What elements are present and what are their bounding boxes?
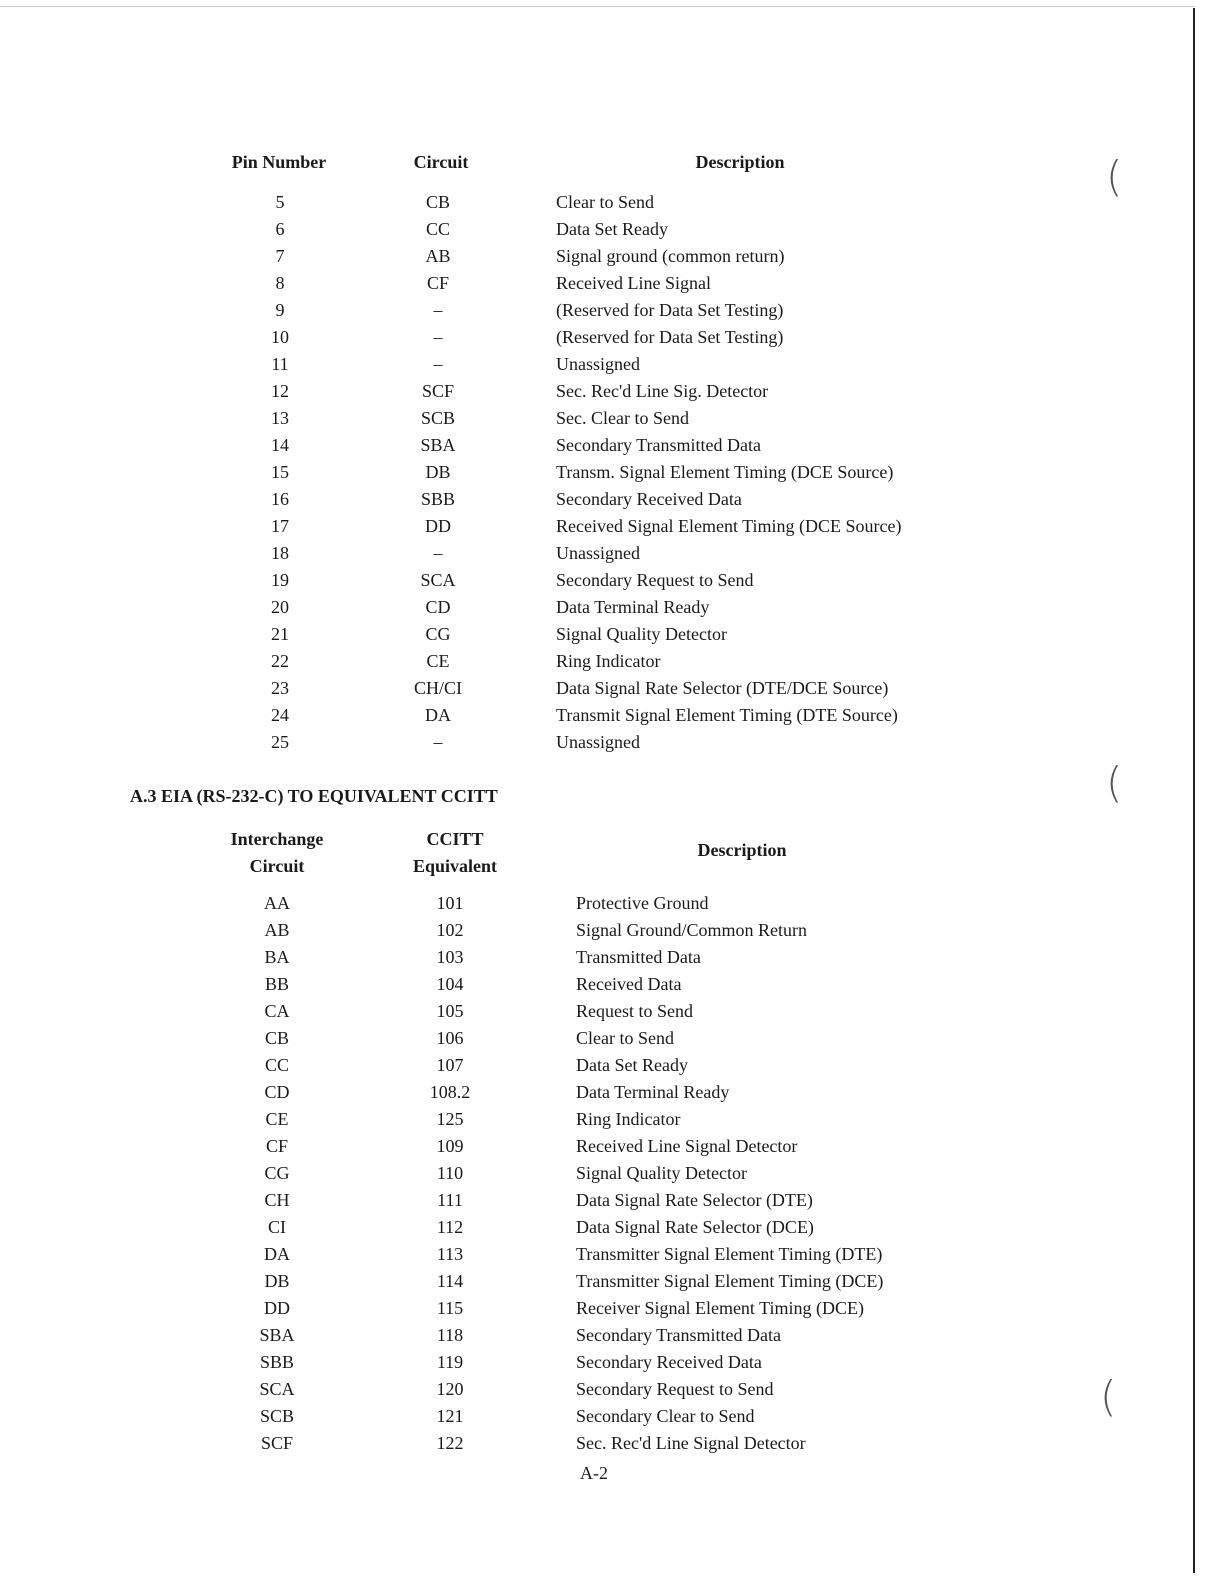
table-cell-col2: 108.2 <box>429 1082 471 1102</box>
table-cell-col2: 104 <box>436 974 464 994</box>
table-cell-col2: CF <box>426 273 450 293</box>
table-cell-col1: CE <box>265 1109 289 1129</box>
table-cell-col1: 22 <box>271 651 289 671</box>
table-cell-description: Transmit Signal Element Timing (DTE Source) <box>556 705 898 725</box>
section-heading: A.3 EIA (RS-232-C) TO EQUIVALENT CCITT <box>130 786 498 806</box>
table-cell-description: Sec. Rec'd Line Signal Detector <box>576 1433 806 1453</box>
table-cell-col1: CG <box>264 1163 290 1183</box>
table-cell-description: Secondary Request to Send <box>576 1379 774 1399</box>
table-cell-col2: DB <box>425 462 451 482</box>
table-cell-description: Unassigned <box>556 354 640 374</box>
table-cell-col1: AB <box>264 920 290 940</box>
table-cell-col2: – <box>433 354 443 374</box>
punch-hole-mark: ( <box>1106 758 1123 807</box>
table-cell-col1: 24 <box>271 705 289 725</box>
table-cell-description: Clear to Send <box>576 1028 674 1048</box>
table-cell-col1: 13 <box>271 408 289 428</box>
header-line: CCITT <box>426 829 484 849</box>
table-cell-col1: SCB <box>259 1406 295 1426</box>
table-cell-col2: 106 <box>436 1028 464 1048</box>
table-cell-col1: 12 <box>271 381 289 401</box>
table-cell-col2: 103 <box>436 947 464 967</box>
table-cell-col2: 115 <box>436 1298 464 1318</box>
table-cell-col2: CE <box>426 651 450 671</box>
table-cell-description: Received Line Signal Detector <box>576 1136 798 1156</box>
table-cell-col2: SCF <box>421 381 455 401</box>
table-cell-description: Data Set Ready <box>576 1055 688 1075</box>
table-cell-col2: AB <box>425 246 451 266</box>
table-cell-col2: SCB <box>420 408 456 428</box>
table-cell-description: Transmitted Data <box>576 947 701 967</box>
punch-hole-mark: ( <box>1100 1372 1117 1421</box>
table-cell-col2: 122 <box>436 1433 464 1453</box>
table-cell-col2: CG <box>425 624 451 644</box>
table-cell-col2: SBB <box>420 489 456 509</box>
table-cell-col1: 15 <box>271 462 289 482</box>
header-ccitt-equivalent <box>413 826 497 880</box>
table-cell-col1: 11 <box>271 354 289 374</box>
table-cell-col1: DB <box>264 1271 290 1291</box>
page-edge-line <box>1193 8 1195 1573</box>
table-cell-col2: 118 <box>436 1325 464 1345</box>
table-cell-col2: 121 <box>436 1406 464 1426</box>
table-cell-description: Secondary Clear to Send <box>576 1406 755 1426</box>
table-cell-description: Received Signal Element Timing (DCE Source) <box>556 516 902 536</box>
table-cell-col2: 101 <box>436 893 464 913</box>
table-cell-description: Secondary Transmitted Data <box>576 1325 781 1345</box>
table-cell-col2: CD <box>425 597 451 617</box>
table-cell-description: Secondary Request to Send <box>556 570 754 590</box>
table-cell-description: Data Signal Rate Selector (DCE) <box>576 1217 814 1237</box>
table-cell-col2: 110 <box>436 1163 464 1183</box>
table-cell-col1: 8 <box>275 273 285 293</box>
header-pin-number: Pin Number <box>231 152 327 172</box>
table-cell-col1: AA <box>264 893 290 913</box>
table-cell-description: Protective Ground <box>576 893 709 913</box>
table-cell-col2: 120 <box>436 1379 464 1399</box>
table-cell-description: Transm. Signal Element Timing (DCE Source) <box>556 462 894 482</box>
table-cell-col1: BB <box>264 974 290 994</box>
table-cell-col1: SCA <box>259 1379 295 1399</box>
table-cell-col1: 10 <box>271 327 289 347</box>
table-cell-description: Signal Ground/Common Return <box>576 920 807 940</box>
table-cell-col1: 17 <box>271 516 289 536</box>
scan-top-edge <box>0 6 1195 7</box>
table-cell-description: Clear to Send <box>556 192 654 212</box>
table-cell-col2: SCA <box>420 570 456 590</box>
table-cell-col1: DA <box>264 1244 290 1264</box>
table-cell-description: Secondary Received Data <box>556 489 742 509</box>
table-cell-description: (Reserved for Data Set Testing) <box>556 327 784 347</box>
table-cell-col1: 5 <box>275 192 285 212</box>
table-cell-description: Sec. Rec'd Line Sig. Detector <box>556 381 769 401</box>
header-description: Description <box>695 152 785 172</box>
table-cell-description: Data Terminal Ready <box>576 1082 730 1102</box>
table-cell-col2: SBA <box>420 435 456 455</box>
table-cell-col1: 20 <box>271 597 289 617</box>
table-cell-col2: 114 <box>436 1271 464 1291</box>
table-cell-col1: SBB <box>259 1352 295 1372</box>
table-cell-col1: CD <box>264 1082 290 1102</box>
table-cell-col2: 125 <box>436 1109 464 1129</box>
header-line: Equivalent <box>412 856 498 876</box>
table-cell-col1: 18 <box>271 543 289 563</box>
table-cell-col2: DA <box>425 705 451 725</box>
table-cell-col1: 6 <box>275 219 285 239</box>
table-cell-col2: 102 <box>436 920 464 940</box>
header-description-2: Description <box>697 840 787 860</box>
table-cell-col1: CH <box>264 1190 290 1210</box>
table-cell-col1: 7 <box>275 246 285 266</box>
table-cell-col1: CI <box>268 1217 286 1237</box>
table-cell-col2: DD <box>425 516 451 536</box>
table-cell-col1: 16 <box>271 489 289 509</box>
header-line: Interchange <box>230 829 324 849</box>
table-cell-col2: CC <box>425 219 451 239</box>
table-cell-description: Request to Send <box>576 1001 693 1021</box>
punch-hole-mark: ( <box>1106 152 1123 201</box>
table-cell-description: Signal Quality Detector <box>576 1163 747 1183</box>
table-cell-description: Transmitter Signal Element Timing (DCE) <box>576 1271 884 1291</box>
table-cell-description: Unassigned <box>556 732 640 752</box>
table-cell-col1: DD <box>264 1298 290 1318</box>
table-cell-description: Secondary Received Data <box>576 1352 762 1372</box>
table-cell-description: Transmitter Signal Element Timing (DTE) <box>576 1244 883 1264</box>
table-cell-col2: 111 <box>437 1190 463 1210</box>
table-cell-description: Data Terminal Ready <box>556 597 710 617</box>
table-cell-description: Data Set Ready <box>556 219 668 239</box>
table-cell-col2: 109 <box>436 1136 464 1156</box>
table-cell-col1: 19 <box>271 570 289 590</box>
table-cell-col1: 9 <box>275 300 285 320</box>
table-cell-description: Secondary Transmitted Data <box>556 435 761 455</box>
table-cell-col2: CB <box>425 192 451 212</box>
table-cell-description: Sec. Clear to Send <box>556 408 689 428</box>
table-cell-col1: SCF <box>260 1433 294 1453</box>
table-cell-col1: BA <box>264 947 290 967</box>
table-cell-description: Ring Indicator <box>576 1109 681 1129</box>
table-cell-col2: – <box>433 327 443 347</box>
table-cell-description: Receiver Signal Element Timing (DCE) <box>576 1298 864 1318</box>
table-cell-col2: CH/CI <box>413 678 463 698</box>
table-cell-col2: – <box>433 732 443 752</box>
table-cell-col2: – <box>433 543 443 563</box>
table-cell-description: Received Line Signal <box>556 273 711 293</box>
page-number: A-2 <box>580 1463 608 1483</box>
table-cell-col2: 112 <box>436 1217 464 1237</box>
table-cell-col1: SBA <box>259 1325 295 1345</box>
header-circuit: Circuit <box>413 152 469 172</box>
table-cell-col1: CA <box>264 1001 290 1021</box>
header-line: Circuit <box>249 856 305 876</box>
table-cell-col1: CF <box>265 1136 289 1156</box>
table-cell-description: Unassigned <box>556 543 640 563</box>
table-cell-col2: – <box>433 300 443 320</box>
table-cell-description: Ring Indicator <box>556 651 661 671</box>
table-cell-description: (Reserved for Data Set Testing) <box>556 300 784 320</box>
table-cell-col1: CB <box>264 1028 290 1048</box>
table-cell-description: Data Signal Rate Selector (DTE/DCE Source) <box>556 678 889 698</box>
table-cell-description: Received Data <box>576 974 682 994</box>
table-cell-col2: 105 <box>436 1001 464 1021</box>
table-cell-col2: 113 <box>436 1244 464 1264</box>
table-cell-col1: 14 <box>271 435 289 455</box>
table-cell-col1: 25 <box>271 732 289 752</box>
table-cell-col1: 23 <box>271 678 289 698</box>
table-cell-col1: 21 <box>271 624 289 644</box>
table-cell-description: Data Signal Rate Selector (DTE) <box>576 1190 813 1210</box>
table-cell-col2: 119 <box>436 1352 464 1372</box>
table-cell-col1: CC <box>264 1055 290 1075</box>
table-cell-description: Signal Quality Detector <box>556 624 727 644</box>
header-interchange-circuit <box>231 826 324 880</box>
table-cell-col2: 107 <box>436 1055 464 1075</box>
table-cell-description: Signal ground (common return) <box>556 246 785 266</box>
